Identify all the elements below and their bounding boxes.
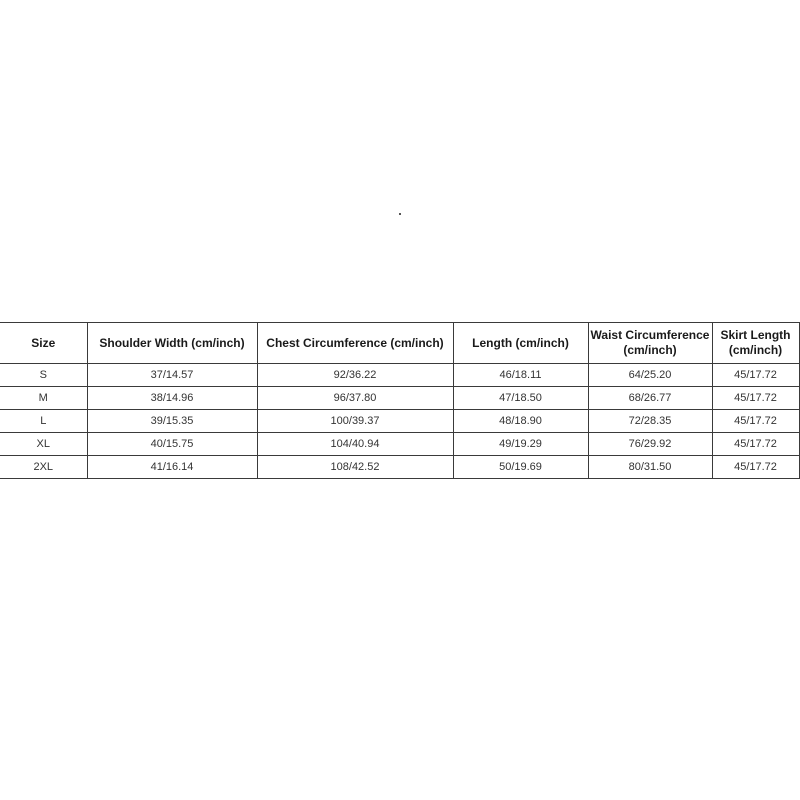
cell-size: L <box>0 410 87 433</box>
cell-waist-circumference: 76/29.92 <box>588 433 712 456</box>
size-chart-table <box>0 322 800 479</box>
cell-chest-circumference: 100/39.37 <box>257 410 453 433</box>
cell-chest-circumference: 108/42.52 <box>257 456 453 479</box>
cell-skirt-length: 45/17.72 <box>712 456 799 479</box>
header-chest-circumference: Chest Circumference (cm/inch) <box>257 323 453 364</box>
cell-length: 47/18.50 <box>453 387 588 410</box>
cell-skirt-length: 45/17.72 <box>712 433 799 456</box>
table-row <box>0 456 799 479</box>
cell-shoulder-width: 41/16.14 <box>87 456 257 479</box>
cell-size: XL <box>0 433 87 456</box>
cell-waist-circumference: 80/31.50 <box>588 456 712 479</box>
table-row <box>0 410 799 433</box>
cell-shoulder-width: 39/15.35 <box>87 410 257 433</box>
header-shoulder-width: Shoulder Width (cm/inch) <box>87 323 257 364</box>
cell-waist-circumference: 72/28.35 <box>588 410 712 433</box>
cell-waist-circumference: 64/25.20 <box>588 364 712 387</box>
cell-shoulder-width: 40/15.75 <box>87 433 257 456</box>
cell-length: 49/19.29 <box>453 433 588 456</box>
cell-length: 46/18.11 <box>453 364 588 387</box>
stray-dot <box>399 213 401 215</box>
table-row <box>0 364 799 387</box>
header-length: Length (cm/inch) <box>453 323 588 364</box>
table-row <box>0 433 799 456</box>
cell-chest-circumference: 92/36.22 <box>257 364 453 387</box>
cell-chest-circumference: 104/40.94 <box>257 433 453 456</box>
cell-chest-circumference: 96/37.80 <box>257 387 453 410</box>
cell-skirt-length: 45/17.72 <box>712 364 799 387</box>
table-row <box>0 387 799 410</box>
cell-shoulder-width: 37/14.57 <box>87 364 257 387</box>
cell-size: M <box>0 387 87 410</box>
cell-skirt-length: 45/17.72 <box>712 387 799 410</box>
cell-size: S <box>0 364 87 387</box>
header-waist-circumference: Waist Circumference (cm/inch) <box>588 323 712 364</box>
cell-skirt-length: 45/17.72 <box>712 410 799 433</box>
cell-shoulder-width: 38/14.96 <box>87 387 257 410</box>
cell-size: 2XL <box>0 456 87 479</box>
cell-length: 50/19.69 <box>453 456 588 479</box>
header-skirt-length: Skirt Length (cm/inch) <box>712 323 799 364</box>
header-row <box>0 323 799 364</box>
cell-waist-circumference: 68/26.77 <box>588 387 712 410</box>
cell-length: 48/18.90 <box>453 410 588 433</box>
header-size: Size <box>0 323 87 364</box>
